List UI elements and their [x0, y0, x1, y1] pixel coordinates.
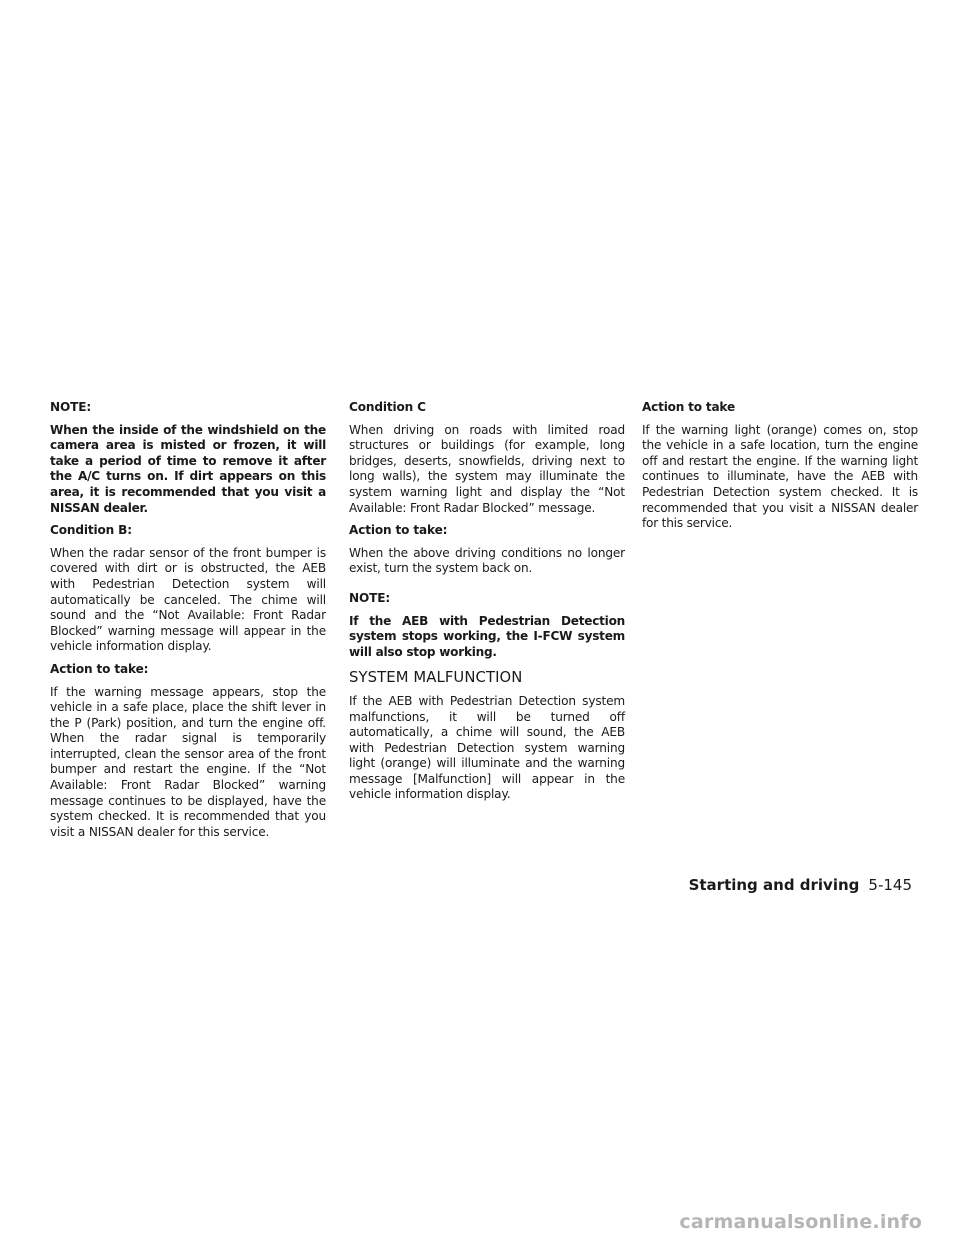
condition-b-text: When the radar sensor of the front bumper is covered with dirt or is obstructed, the AEB with Pedestrian Detection system will automatically be canceled. The chime will sound and the “Not Available: Front Radar Blocked” warning message will appear in the vehicle information display. [50, 545, 326, 654]
system-malfunction-text: If the AEB with Pedestrian Detection system malfunctions, it will be turned off automatically, a chime will sound, the AEB with Pedestrian Detection system warning light (orange) will illuminate and the warning message [Malfunction] will appear in the vehicle information display. [349, 693, 625, 802]
column-right [642, 400, 918, 539]
note2-heading: NOTE: [349, 590, 390, 605]
action-heading: Action to take [642, 400, 735, 414]
note-heading: NOTE: [50, 400, 91, 414]
condition-b-heading: Condition B: [50, 523, 132, 538]
page-number: 5-145 [868, 876, 912, 894]
condition-c-text: When driving on roads with limited road structures or buildings (for example, long bridges, deserts, snowfields, driving next to long walls), the system may illuminate the system warning light and display the “Not Available: Front Radar Blocked” message. [349, 422, 625, 515]
note-text: When the inside of the windshield on the camera area is misted or frozen, it will take a period of time to remove it after the A/C turns on. If dirt appears on this area, it is recommended that you visit a NISSAN dealer. [50, 422, 326, 515]
note2-text: If the AEB with Pedestrian Detection system stops working, the I-FCW system will also stop working. [349, 613, 625, 659]
action-b-heading: Action to take: [50, 661, 149, 676]
page-footer [689, 876, 912, 894]
watermark: carmanualsonline.info [679, 1211, 922, 1233]
action-text: If the warning light (orange) comes on, stop the vehicle in a safe location, turn the engine off and restart the engine. If the warning light continues to illuminate, have the AEB with Pedestrian Detection system checked. It is recommended that you visit a NISSAN dealer for this service. [642, 422, 918, 531]
column-left [50, 400, 326, 847]
column-middle [349, 400, 625, 810]
system-malfunction-title: SYSTEM MALFUNCTION [349, 669, 523, 687]
action-c-text: When the above driving conditions no longer exist, turn the system back on. [349, 545, 625, 576]
action-b-text: If the warning message appears, stop the vehicle in a safe place, place the shift lever in the P (Park) position, and turn the engine off. When the radar signal is temporarily interrupted, clean the sensor area of the front bumper and restart the engine. If the “Not Available: Front Radar Blocked” warning message continues to be displayed, have the system checked. It is recommended that you visit a NISSAN dealer for this service. [50, 684, 326, 839]
condition-c-heading: Condition C [349, 400, 426, 414]
action-c-heading: Action to take: [349, 523, 448, 538]
footer-section-name: Starting and driving [688, 876, 860, 894]
